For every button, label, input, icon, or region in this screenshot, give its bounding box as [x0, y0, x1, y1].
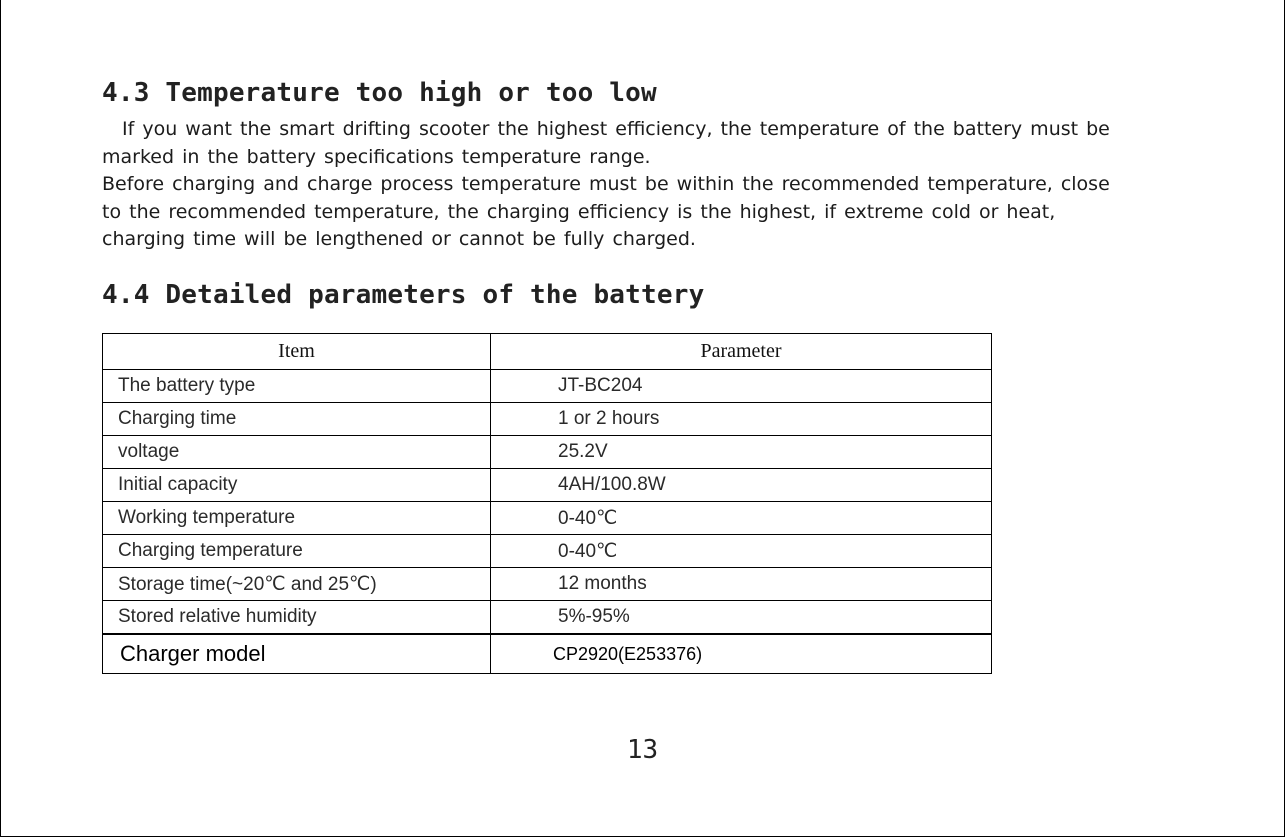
- row-value-charging-time: 1 or 2 hours: [491, 403, 992, 436]
- table-row: [103, 568, 992, 601]
- table-row: [103, 535, 992, 568]
- row-value-initial-capacity: 4AH/100.8W: [491, 469, 992, 502]
- row-value-battery-type: JT-BC204: [491, 370, 992, 403]
- page-number: 13: [626, 735, 659, 765]
- section-4-3-paragraph-1: If you want the smart drifting scooter the highest efficiency, the temperature of the battery must be marked in the battery specifications temperature range.: [102, 118, 1110, 168]
- section-4-3-heading: 4.3 Temperature too high or too low: [102, 78, 657, 108]
- row-value-charging-temperature: 0-40℃: [491, 535, 992, 568]
- table-row: [103, 502, 992, 535]
- table-header-row: [103, 334, 992, 370]
- section-4-3-paragraph-2: Before charging and charge process temperature must be within the recommended temperature, close to the recommended temperature, the charging efficiency is the highest, if extreme cold or heat, charging time will be lengthened or cannot be fully charged.: [102, 173, 1110, 250]
- table-row: [103, 436, 992, 469]
- row-value-working-temperature: 0-40℃: [491, 502, 992, 535]
- row-value-storage-time: 12 months: [491, 568, 992, 601]
- row-item-storage-time: Storage time(~20℃ and 25℃): [103, 568, 491, 601]
- table-row: [103, 370, 992, 403]
- row-item-voltage: voltage: [103, 436, 491, 469]
- row-value-voltage: 25.2V: [491, 436, 992, 469]
- battery-parameters-table: [102, 333, 992, 674]
- row-value-relative-humidity: 5%-95%: [491, 601, 992, 635]
- row-item-battery-type: The battery type: [103, 370, 491, 403]
- table-row: [103, 601, 992, 635]
- row-item-initial-capacity: Initial capacity: [103, 469, 491, 502]
- table-row: [103, 403, 992, 436]
- header-parameter: Parameter: [491, 334, 992, 370]
- row-value-charger-model: CP2920(E253376): [491, 634, 992, 674]
- header-item: Item: [103, 334, 491, 370]
- row-item-charging-temperature: Charging temperature: [103, 535, 491, 568]
- row-item-relative-humidity: Stored relative humidity: [103, 601, 491, 635]
- row-item-charger-model: Charger model: [103, 634, 491, 674]
- table-row: [103, 634, 992, 674]
- section-4-4-heading: 4.4 Detailed parameters of the battery: [102, 280, 705, 310]
- row-item-charging-time: Charging time: [103, 403, 491, 436]
- row-item-working-temperature: Working temperature: [103, 502, 491, 535]
- table-row: [103, 469, 992, 502]
